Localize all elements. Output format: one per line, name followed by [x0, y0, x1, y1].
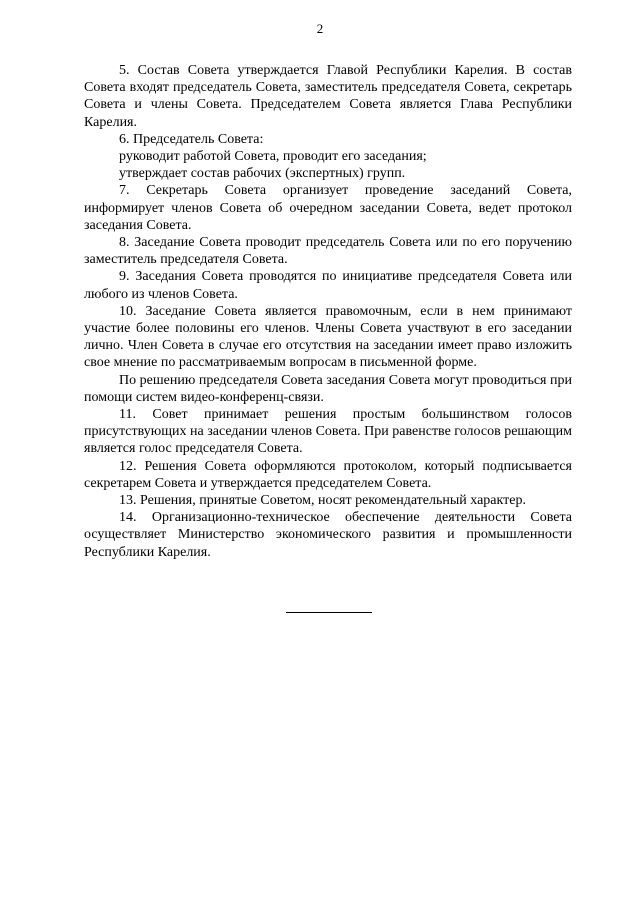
paragraph-item-14: 14. Организационно-техническое обеспечение деятельности Совета осуществляет Министерство экономического развития и промышленности Республики Карелия.: [84, 510, 572, 560]
paragraph-item-6: 6. Председатель Совета:: [119, 131, 264, 147]
paragraph-item-13: 13. Решения, принятые Советом, носят рекомендательный характер.: [119, 493, 526, 509]
paragraph-item-11: 11. Совет принимает решения простым большинством голосов присутствующих на заседании членов Совета. При равенстве голосов решающим является голос председателя Совета.: [84, 407, 572, 457]
paragraph-item-10-vcs: По решению председателя Совета заседания Совета могут проводиться при помощи систем видео-конференц-связи.: [84, 372, 572, 405]
paragraph-item-12: 12. Решения Совета оформляются протоколом, который подписывается секретарем Совета и утверждается председателем Совета.: [84, 458, 572, 491]
paragraph-item-8: 8. Заседание Совета проводит председатель Совета или по его поручению заместитель председателя Совета.: [84, 235, 572, 268]
page-number: 2: [316, 21, 324, 36]
paragraph-item-9: 9. Заседания Совета проводятся по инициативе председателя Совета или любого из членов Совета.: [84, 269, 572, 302]
paragraph-item-5: 5. Состав Совета утверждается Главой Республики Карелия. В состав Совета входят председатель Совета, заместитель председателя Совета, секретарь Совета и члены Совета. Председателем Совета является Глава Республики Карелия.: [84, 63, 572, 130]
end-separator-line: [286, 612, 372, 613]
document-body: [84, 62, 572, 561]
paragraph-item-10: 10. Заседание Совета является правомочным, если в нем принимают участие более половины его членов. Члены Совета участвуют в его заседании лично. Член Совета в случае его отсутствия на заседании имеет право изложить свое мнение по рассматриваемым вопросам в письменной форме.: [84, 303, 572, 371]
paragraph-chair-duty-2: утверждает состав рабочих (экспертных) групп.: [119, 166, 406, 182]
paragraph-chair-duty-1: руководит работой Совета, проводит его заседания;: [119, 149, 427, 165]
paragraph-item-7: 7. Секретарь Совета организует проведение заседаний Совета, информирует членов Совета об очередном заседании Совета, ведет протокол заседания Совета.: [84, 183, 572, 233]
